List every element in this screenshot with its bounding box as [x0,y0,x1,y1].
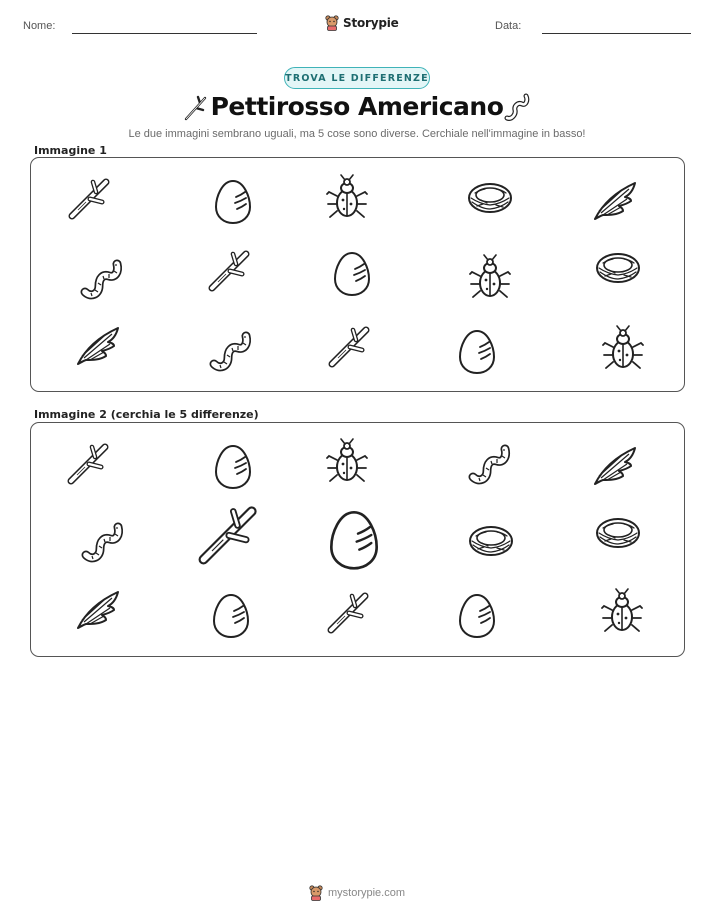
image1-wing-icon [591,177,639,225]
nest-icon [594,509,642,557]
twig-icon [65,439,113,487]
egg-icon [322,507,386,571]
footer [309,885,405,901]
twig-icon [195,500,263,568]
brand-name: Storypie [343,16,399,30]
egg-icon [453,327,501,375]
image1-wing-icon [74,322,122,370]
image2-label: Immagine 2 (cerchia le 5 differenze) [34,408,259,421]
image1-egg-icon [328,249,376,297]
worm-icon [467,439,515,487]
image1-beetle-icon [466,254,514,302]
instructions: Le due immagini sembrano uguali, ma 5 cose sono diverse. Cerchiale nell'immagine in basso! [128,128,586,140]
name-label: Nome: [23,20,56,32]
image2-worm-icon[interactable] [467,439,515,487]
twig-icon [66,174,114,222]
beetle-icon [323,438,371,486]
image1-label: Immagine 1 [34,144,107,157]
image2-egg-icon[interactable] [209,442,257,490]
twig-icon [326,322,374,370]
egg-icon [207,591,255,639]
image2-twig-icon[interactable] [325,588,373,636]
worm-icon [80,517,128,565]
image2-wing-icon[interactable] [74,586,122,634]
image2-egg-icon[interactable] [207,591,255,639]
egg-icon [453,591,501,639]
title-worm-icon [504,92,532,127]
image1-egg-icon [209,177,257,225]
wing-icon [74,322,122,370]
image1-worm-icon [208,326,256,374]
beetle-icon [599,325,647,373]
image1-worm-icon [79,254,127,302]
image1-nest-icon [466,174,514,222]
image2-beetle-icon[interactable] [323,438,371,486]
image2-twig-icon[interactable] [65,439,113,487]
nest-icon [466,174,514,222]
date-label: Data: [495,20,522,32]
egg-icon [328,249,376,297]
beetle-icon [466,254,514,302]
egg-icon [209,442,257,490]
bear-logo-icon [325,15,339,31]
image1-twig-icon [326,322,374,370]
image2-nest-icon[interactable] [594,509,642,557]
egg-icon [209,177,257,225]
worm-icon [208,326,256,374]
worm-icon [79,254,127,302]
image2-egg-icon[interactable] [322,507,386,571]
image1-twig-icon [206,246,254,294]
bear-logo-icon [309,885,323,901]
footer-url: mystorypie.com [328,887,406,899]
image1-twig-icon [66,174,114,222]
image2-egg-icon[interactable] [453,591,501,639]
image1-beetle-icon [599,325,647,373]
image2-nest-icon[interactable] [467,517,515,565]
beetle-icon [323,174,371,222]
image2-worm-icon[interactable] [80,517,128,565]
nest-icon [594,244,642,292]
image2-beetle-icon[interactable] [598,588,646,636]
image2-wing-icon[interactable] [591,442,639,490]
image2-twig-icon[interactable] [195,500,263,568]
activity-badge: TROVA LE DIFFERENZE [284,67,430,89]
image1-beetle-icon [323,174,371,222]
nest-icon [467,517,515,565]
wing-icon [591,442,639,490]
image1-nest-icon [594,244,642,292]
image1-egg-icon [453,327,501,375]
name-line[interactable] [72,33,257,34]
page-title: Pettirosso Americano [210,92,504,121]
twig-icon [325,588,373,636]
date-line[interactable] [542,33,691,34]
brand-logo [325,13,399,33]
wing-icon [591,177,639,225]
beetle-icon [598,588,646,636]
twig-icon [206,246,254,294]
wing-icon [74,586,122,634]
